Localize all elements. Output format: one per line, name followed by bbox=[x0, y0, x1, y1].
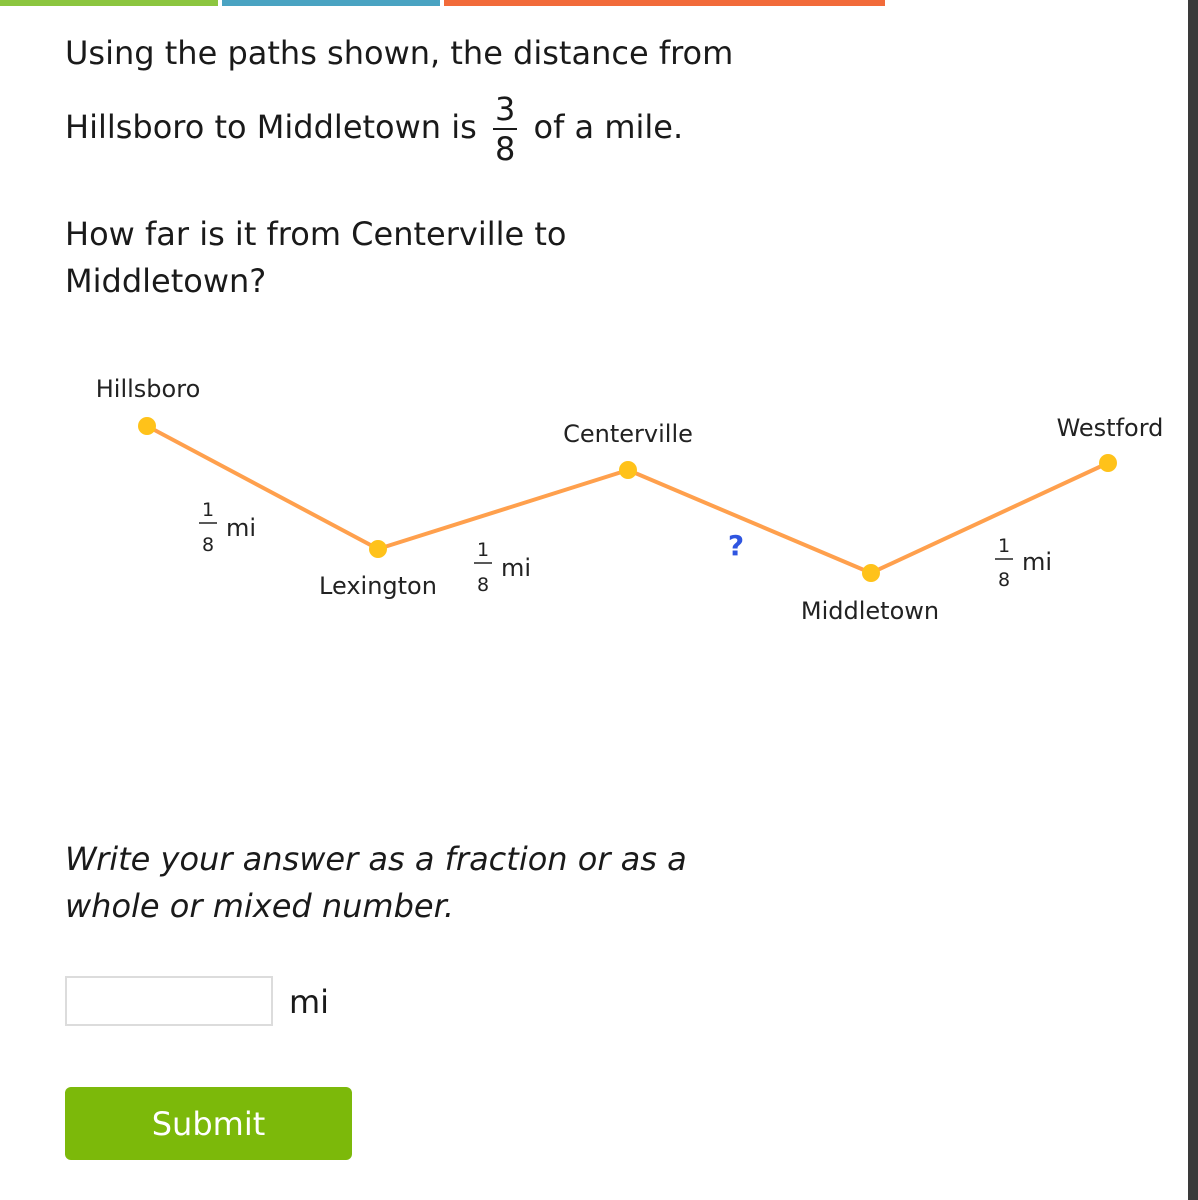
lexington-node bbox=[369, 540, 387, 558]
hillsboro-node bbox=[138, 417, 156, 435]
question-line-2-prefix: Hillsboro to Middletown is bbox=[65, 108, 477, 146]
progress-segment-2 bbox=[222, 0, 440, 6]
submit-button[interactable]: Submit bbox=[65, 1087, 352, 1160]
path-map bbox=[0, 340, 1190, 660]
segment-2-denominator: 8 bbox=[476, 574, 490, 596]
segment-2-unit: mi bbox=[501, 554, 532, 582]
progress-segment-3 bbox=[444, 0, 885, 6]
westford-node bbox=[1099, 454, 1117, 472]
answer-unit-label: mi bbox=[289, 983, 330, 1021]
instructions-line-1: Write your answer as a fraction or as a bbox=[65, 840, 687, 878]
progress-segment-1 bbox=[0, 0, 218, 6]
westford-label: Westford bbox=[1056, 414, 1164, 442]
segment-1-unit: mi bbox=[226, 514, 257, 542]
middletown-node bbox=[862, 564, 880, 582]
given-fraction-denominator: 8 bbox=[494, 130, 516, 168]
question-line-2 bbox=[65, 90, 684, 168]
answer-input[interactable] bbox=[65, 976, 273, 1026]
instructions-line-2: whole or mixed number. bbox=[65, 887, 454, 925]
unknown-distance-mark: ? bbox=[727, 529, 745, 562]
segment-1-numerator: 1 bbox=[201, 499, 215, 521]
prompt-line-2: Middletown? bbox=[65, 262, 267, 300]
segment-2-numerator: 1 bbox=[476, 539, 490, 561]
question-line-1: Using the paths shown, the distance from bbox=[65, 34, 734, 72]
centerville-node bbox=[619, 461, 637, 479]
given-distance-fraction bbox=[493, 90, 517, 168]
segment-4-unit: mi bbox=[1022, 548, 1053, 576]
segment-4-denominator: 8 bbox=[997, 569, 1011, 591]
centerville-label: Centerville bbox=[563, 420, 693, 448]
given-fraction-numerator: 3 bbox=[494, 90, 516, 128]
question-line-2-suffix: of a mile. bbox=[533, 108, 684, 146]
segment-4-numerator: 1 bbox=[997, 535, 1011, 557]
hillsboro-label: Hillsboro bbox=[95, 375, 201, 403]
middletown-label: Middletown bbox=[800, 597, 940, 625]
lexington-label: Lexington bbox=[319, 572, 437, 600]
path-line bbox=[147, 426, 1108, 573]
prompt-line-1: How far is it from Centerville to bbox=[65, 215, 567, 253]
answer-instructions bbox=[65, 836, 687, 930]
segment-1-denominator: 8 bbox=[201, 534, 215, 556]
